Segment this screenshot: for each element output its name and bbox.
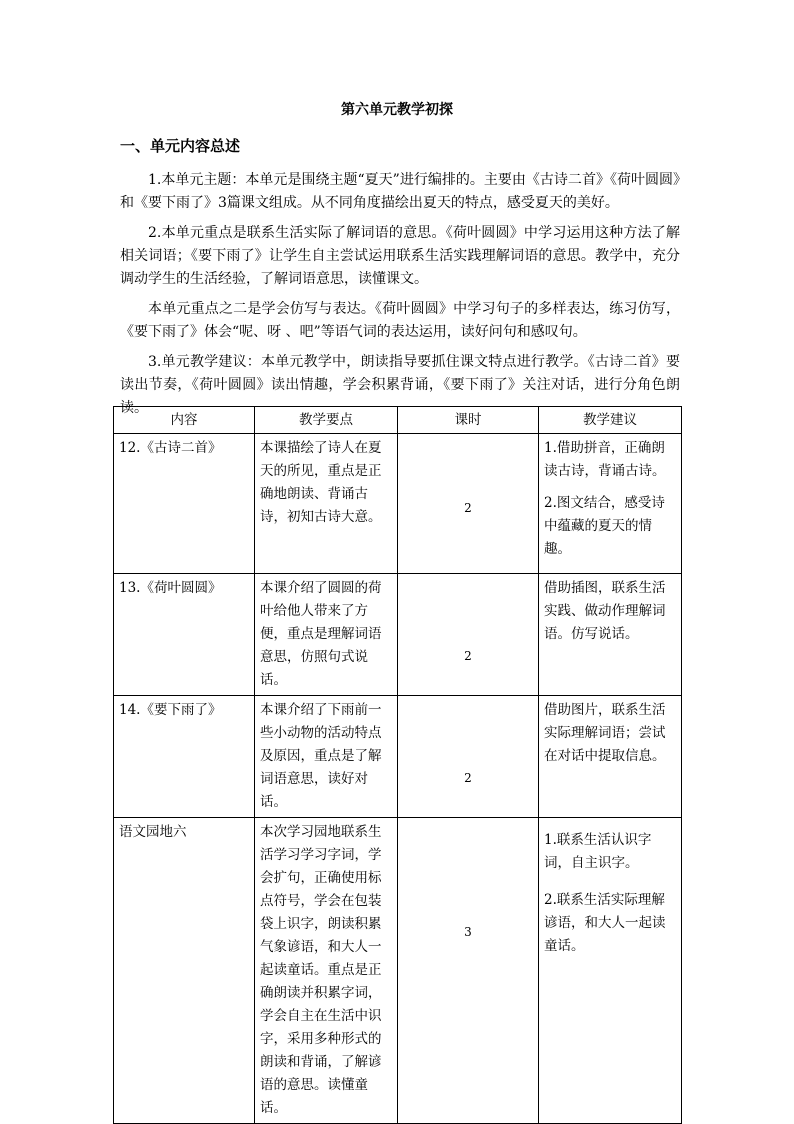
header-points: 教学要点 (255, 407, 398, 434)
page-title: 第六单元教学初探 (341, 102, 453, 118)
suggestion-item: 2.联系生活实际理解谚语，和大人一起读童话。 (544, 892, 666, 954)
suggestion-item: 借助插图，联系生活实践、做动作理解词语。仿写说话。 (544, 580, 666, 642)
table-row (114, 574, 682, 696)
row-content: 13.《荷叶圆圆》 (114, 574, 255, 696)
row-points: 本课描绘了诗人在夏天的所见，重点是正确地朗读、背诵古诗，初知古诗大意。 (255, 434, 398, 574)
row-suggestions (539, 434, 682, 574)
paragraph-unit-focus-2: 本单元重点之二是学会仿写与表达。《荷叶圆圆》中学习句子的多样表达，练习仿写，《要下雨了》体会“呢、呀 、吧”等语气词的表达运用，读好问句和感叹句。 (120, 301, 680, 340)
row-hours-cell (398, 818, 539, 1124)
table-row (114, 696, 682, 818)
header-hours: 课时 (398, 407, 539, 434)
row-content: 14.《要下雨了》 (114, 696, 255, 818)
row-hours: 3 (464, 925, 472, 939)
row-suggestions (539, 574, 682, 696)
section-heading: 一、单元内容总述 (120, 137, 241, 155)
table-row (114, 434, 682, 574)
suggestion-item: 1.借助拼音，正确朗读古诗，背诵古诗。 (544, 440, 666, 479)
row-points: 本课介绍了下雨前一些小动物的活动特点及原因，重点是了解词语意思，读好对话。 (255, 696, 398, 818)
paragraph-unit-focus-1: 2.本单元重点是联系生活实际了解词语的意思。《荷叶圆圆》中学习运用这种方法了解相关词语；《要下雨了》让学生自主尝试运用联系生活实践理解词语的意思。教学中，充分调动学生的生活经验，了解词语意思，读懂课文。 (120, 225, 680, 287)
suggestion-item: 1.联系生活认识字词，自主识字。 (544, 832, 652, 871)
row-suggestions (539, 818, 682, 1124)
row-content: 语文园地六 (114, 818, 255, 1124)
row-hours: 2 (464, 771, 472, 785)
row-hours-cell (398, 696, 539, 818)
header-suggestions: 教学建议 (539, 407, 682, 434)
header-content: 内容 (114, 407, 255, 434)
paragraph-unit-theme: 1.本单元主题：本单元是围绕主题“夏天”进行编排的。主要由《古诗二首》《荷叶圆圆》和《要下雨了》3篇课文组成。从不同角度描绘出夏天的特点，感受夏天的美好。 (120, 172, 680, 211)
table-row (114, 818, 682, 1124)
row-suggestions (539, 696, 682, 818)
row-hours-cell (398, 574, 539, 696)
suggestion-item: 2.图文结合，感受诗中蕴藏的夏天的情趣。 (544, 495, 665, 557)
paragraph-teaching-advice: 3.单元教学建议：本单元教学中，朗读指导要抓住课文特点进行教学。《古诗二首》要读出节奏，《荷叶圆圆》读出情趣，学会积累背诵，《要下雨了》关注对话，进行分角色朗读。 (120, 354, 680, 416)
row-points: 本次学习园地联系生活学习学习字词，学会扩句，正确使用标点符号，学会在包装袋上识字，朗读积累气象谚语，和大人一起读童话。重点是正确朗读并积累字词，学会自主在生活中识字，采用多种形式的朗读和背诵，了解谚语的意思。读懂童话。 (255, 818, 398, 1124)
row-points: 本课介绍了圆圆的荷叶给他人带来了方便，重点是理解词语意思，仿照句式说话。 (255, 574, 398, 696)
suggestion-item: 借助图片，联系生活实际理解词语；尝试在对话中提取信息。 (544, 702, 666, 764)
table-header-row (114, 407, 682, 434)
row-hours: 2 (464, 501, 472, 515)
row-hours-cell (398, 434, 539, 574)
lesson-plan-table (113, 406, 682, 1124)
row-hours: 2 (464, 649, 472, 663)
row-content: 12.《古诗二首》 (114, 434, 255, 574)
